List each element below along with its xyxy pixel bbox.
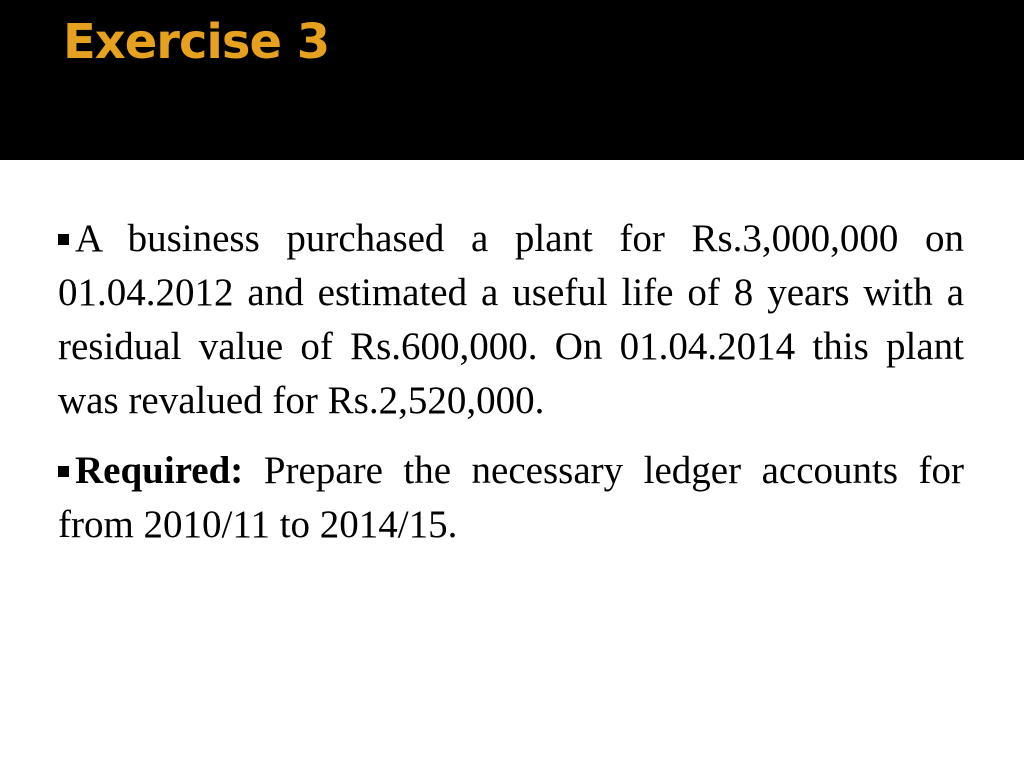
exercise-text: A business purchased a plant for Rs.3,000,000 on 01.04.2012 and estimated a useful life of 8 years with a residual value of Rs.600,000. On 01.04.2014 this plant was revalued for Rs.2,520,000. (58, 217, 964, 422)
bullet-paragraph-exercise (58, 212, 964, 428)
required-label: Required: (75, 449, 244, 492)
required-text: Prepare the necessary ledger accounts for from 2010/11 to 2014/15. (58, 449, 964, 546)
slide-content (58, 212, 964, 552)
square-bullet-icon (58, 234, 69, 245)
bullet-paragraph-required (58, 444, 964, 552)
square-bullet-icon (58, 466, 69, 477)
slide-title: Exercise 3 (63, 14, 330, 70)
title-bar (0, 0, 1024, 160)
